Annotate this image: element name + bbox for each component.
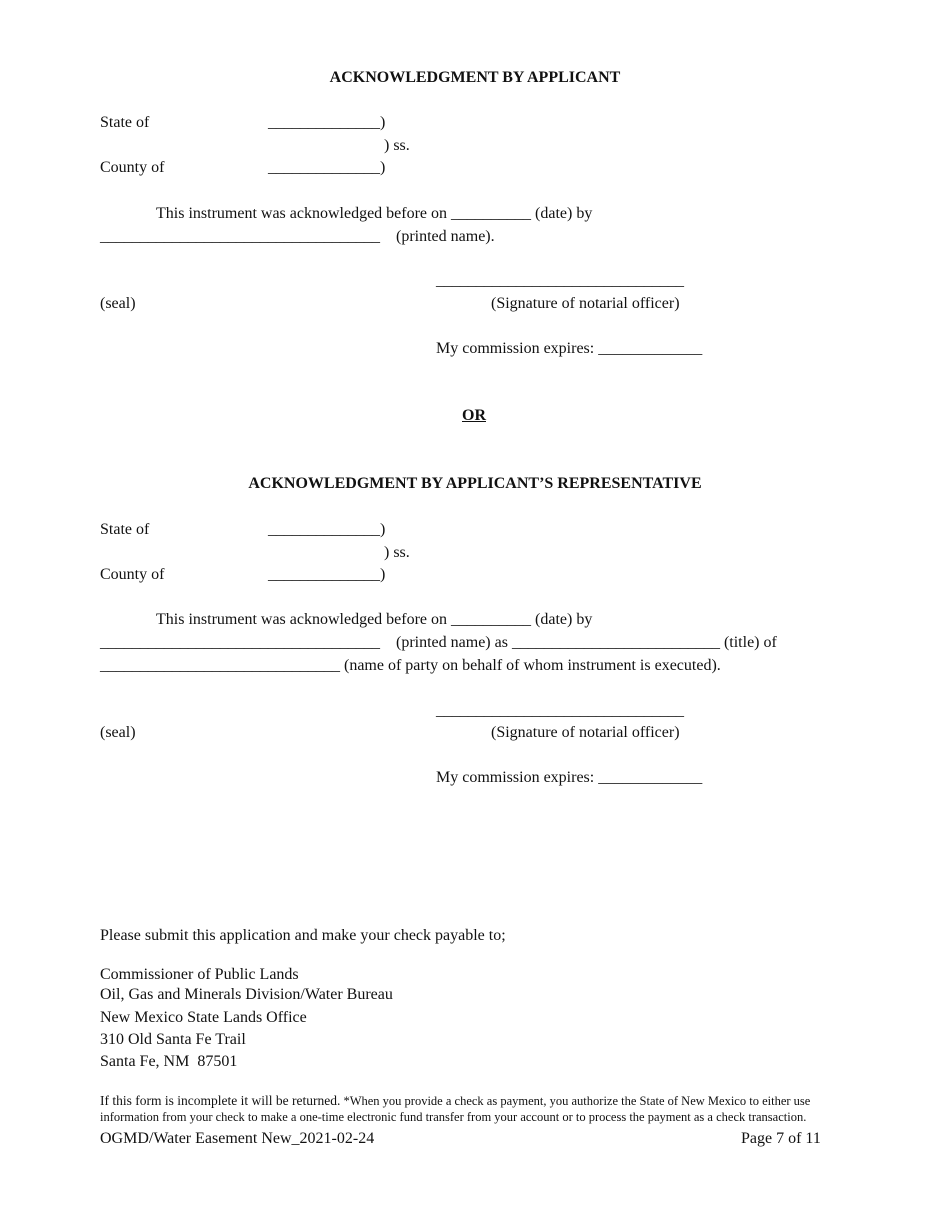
address-line: Santa Fe, NM 87501 [100, 1053, 238, 1070]
incomplete-warning: If this form is incomplete it will be returned. [100, 1093, 341, 1108]
ack-line-1: This instrument was acknowledged before on __________ (date) by [156, 611, 593, 628]
signature-line: _______________________________ [436, 272, 684, 289]
section2-heading: ACKNOWLEDGMENT BY APPLICANT’S REPRESENTATIVE [248, 475, 702, 492]
county-label: County of [100, 566, 165, 583]
address-line: New Mexico State Lands Office [100, 1009, 307, 1026]
submit-instructions: Please submit this application and make your check payable to; [100, 927, 506, 944]
county-label: County of [100, 159, 165, 176]
state-label: State of [100, 521, 150, 538]
ack-line-2: ___________________________________ (printed name). [100, 228, 495, 245]
commission-expires: My commission expires: _____________ [436, 769, 703, 786]
ack-line-1: This instrument was acknowledged before on __________ (date) by [156, 205, 593, 222]
signature-caption: (Signature of notarial officer) [491, 295, 680, 312]
section1-heading: ACKNOWLEDGMENT BY APPLICANT [329, 69, 621, 86]
address-line: Commissioner of Public Lands [100, 966, 299, 983]
county-blank: ______________) [268, 566, 386, 583]
ss-marker: ) ss. [384, 137, 410, 154]
payment-notice: *When you provide a check as payment, you authorize the State of New Mexico to either use [340, 1094, 811, 1108]
form-identifier: OGMD/Water Easement New_2021-02-24 [100, 1130, 375, 1147]
ack-line-3: ______________________________ (name of party on behalf of whom instrument is executed). [100, 657, 721, 674]
address-line: Oil, Gas and Minerals Division/Water Bureau [100, 986, 393, 1003]
seal-label: (seal) [100, 724, 136, 741]
commission-expires: My commission expires: _____________ [436, 340, 703, 357]
signature-line: _______________________________ [436, 702, 684, 719]
page-number: Page 7 of 11 [741, 1130, 821, 1147]
footer-notice-line-1 [100, 1094, 810, 1108]
address-line: 310 Old Santa Fe Trail [100, 1031, 246, 1048]
state-blank: ______________) [268, 114, 386, 131]
footer-notice-line-2: information from your check to make a one-time electronic fund transfer from your account or to process the payment as a check transaction. [100, 1110, 807, 1124]
ack-line-2: ___________________________________ (printed name) as __________________________ (title) of [100, 634, 777, 651]
ss-marker: ) ss. [384, 544, 410, 561]
signature-caption: (Signature of notarial officer) [491, 724, 680, 741]
county-blank: ______________) [268, 159, 386, 176]
or-divider: OR [462, 407, 486, 424]
state-label: State of [100, 114, 150, 131]
state-blank: ______________) [268, 521, 386, 538]
seal-label: (seal) [100, 295, 136, 312]
